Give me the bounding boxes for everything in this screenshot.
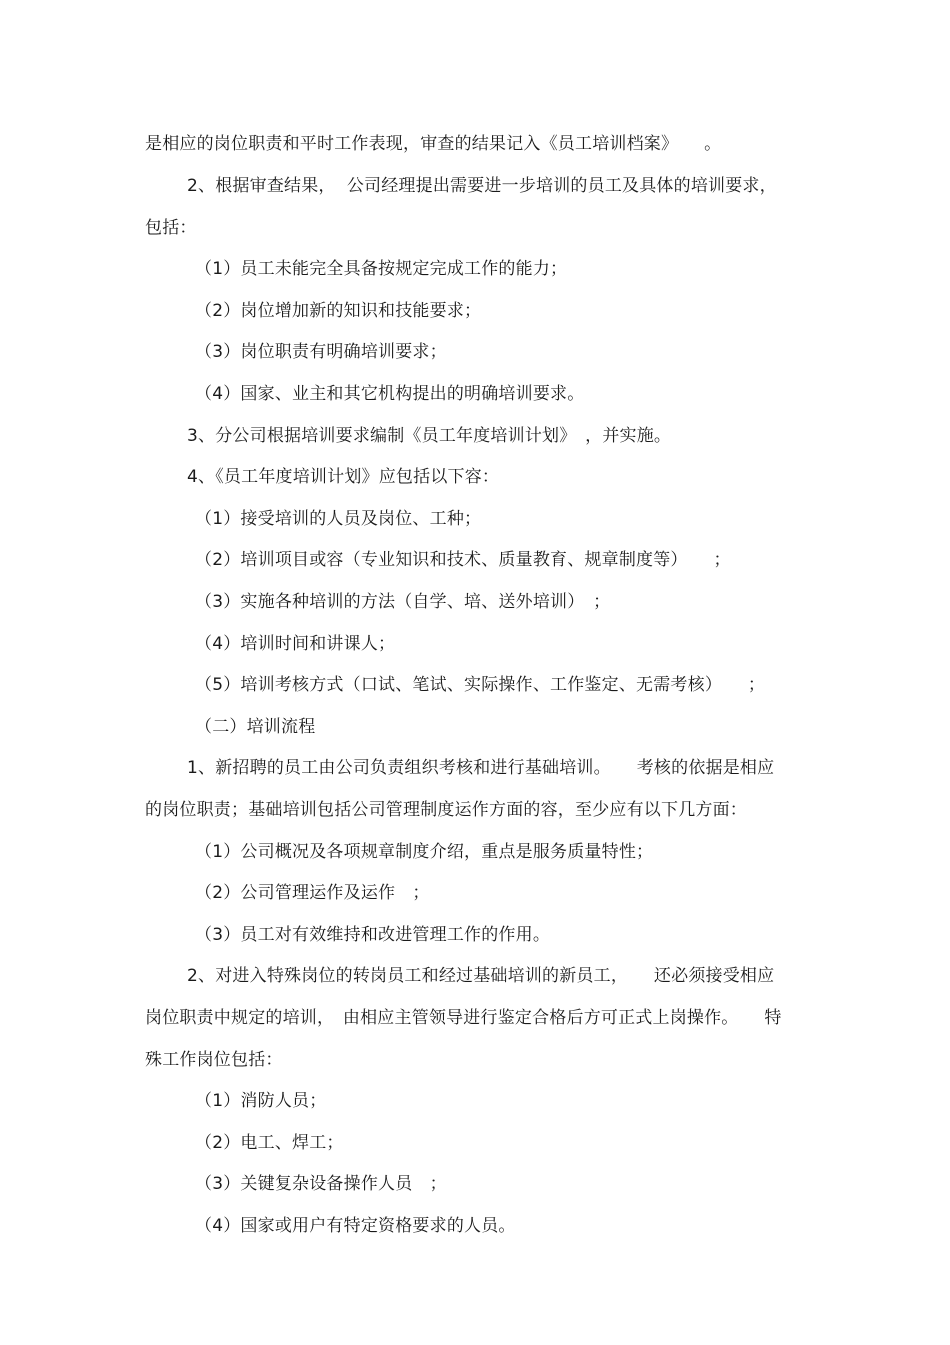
list-item-12: （3）员工对有效维持和改进管理工作的作用。 (195, 925, 551, 945)
text-line-6: 1、新招聘的员工由公司负责组织考核和进行基础培训。 考核的依据是相应 (187, 758, 775, 778)
text-line-4: 3、分公司根据培训要求编制《员工年度培训计划》 ，并实施。 (187, 426, 672, 446)
list-item-3: （3）岗位职责有明确培训要求； (195, 342, 447, 362)
list-item-14: （2）电工、焊工； (195, 1133, 344, 1153)
list-item-2: （2）岗位增加新的知识和技能要求； (195, 301, 482, 321)
list-item-8: （4）培训时间和讲课人； (195, 634, 396, 654)
text-line-8: 2、对进入特殊岗位的转岗员工和经过基础培训的新员工， 还必须接受相应 (187, 966, 775, 986)
list-item-5: （1）接受培训的人员及岗位、工种； (195, 509, 482, 529)
list-item-13: （1）消防人员； (195, 1091, 327, 1111)
text-line-1: 是相应的岗位职责和平时工作表现，审查的结果记入《员工培训档案》 。 (145, 134, 722, 154)
section-heading: （二）培训流程 (195, 717, 316, 737)
list-item-15: （3）关键复杂设备操作人员 ； (195, 1174, 447, 1194)
text-line-2: 2、根据审查结果， 公司经理提出需要进一步培训的员工及具体的培训要求， (187, 176, 777, 196)
list-item-9: （5）培训考核方式（口试、笔试、实际操作、工作鉴定、无需考核） ； (195, 675, 766, 695)
text-line-10: 殊工作岗位包括： (145, 1050, 283, 1070)
list-item-11: （2）公司管理运作及运作 ； (195, 883, 430, 903)
list-item-6: （2）培训项目或容（专业知识和技术、质量教育、规章制度等） ； (195, 550, 731, 570)
text-line-9: 岗位职责中规定的培训， 由相应主管领导进行鉴定合格后方可正式上岗操作。 特 (145, 1008, 782, 1028)
list-item-10: （1）公司概况及各项规章制度介绍，重点是服务质量特性； (195, 842, 654, 862)
list-item-1: （1）员工未能完全具备按规定完成工作的能力； (195, 259, 568, 279)
list-item-16: （4）国家或用户有特定资格要求的人员。 (195, 1216, 516, 1236)
text-line-5: 4、《员工年度培训计划》应包括以下容： (187, 467, 500, 487)
text-line-3: 包括： (145, 218, 197, 238)
text-line-7: 的岗位职责；基础培训包括公司管理制度运作方面的容，至少应有以下几方面： (145, 800, 747, 820)
list-item-4: （4）国家、业主和其它机构提出的明确培训要求。 (195, 384, 585, 404)
list-item-7: （3）实施各种培训的方法（自学、培、送外培训） ； (195, 592, 611, 612)
